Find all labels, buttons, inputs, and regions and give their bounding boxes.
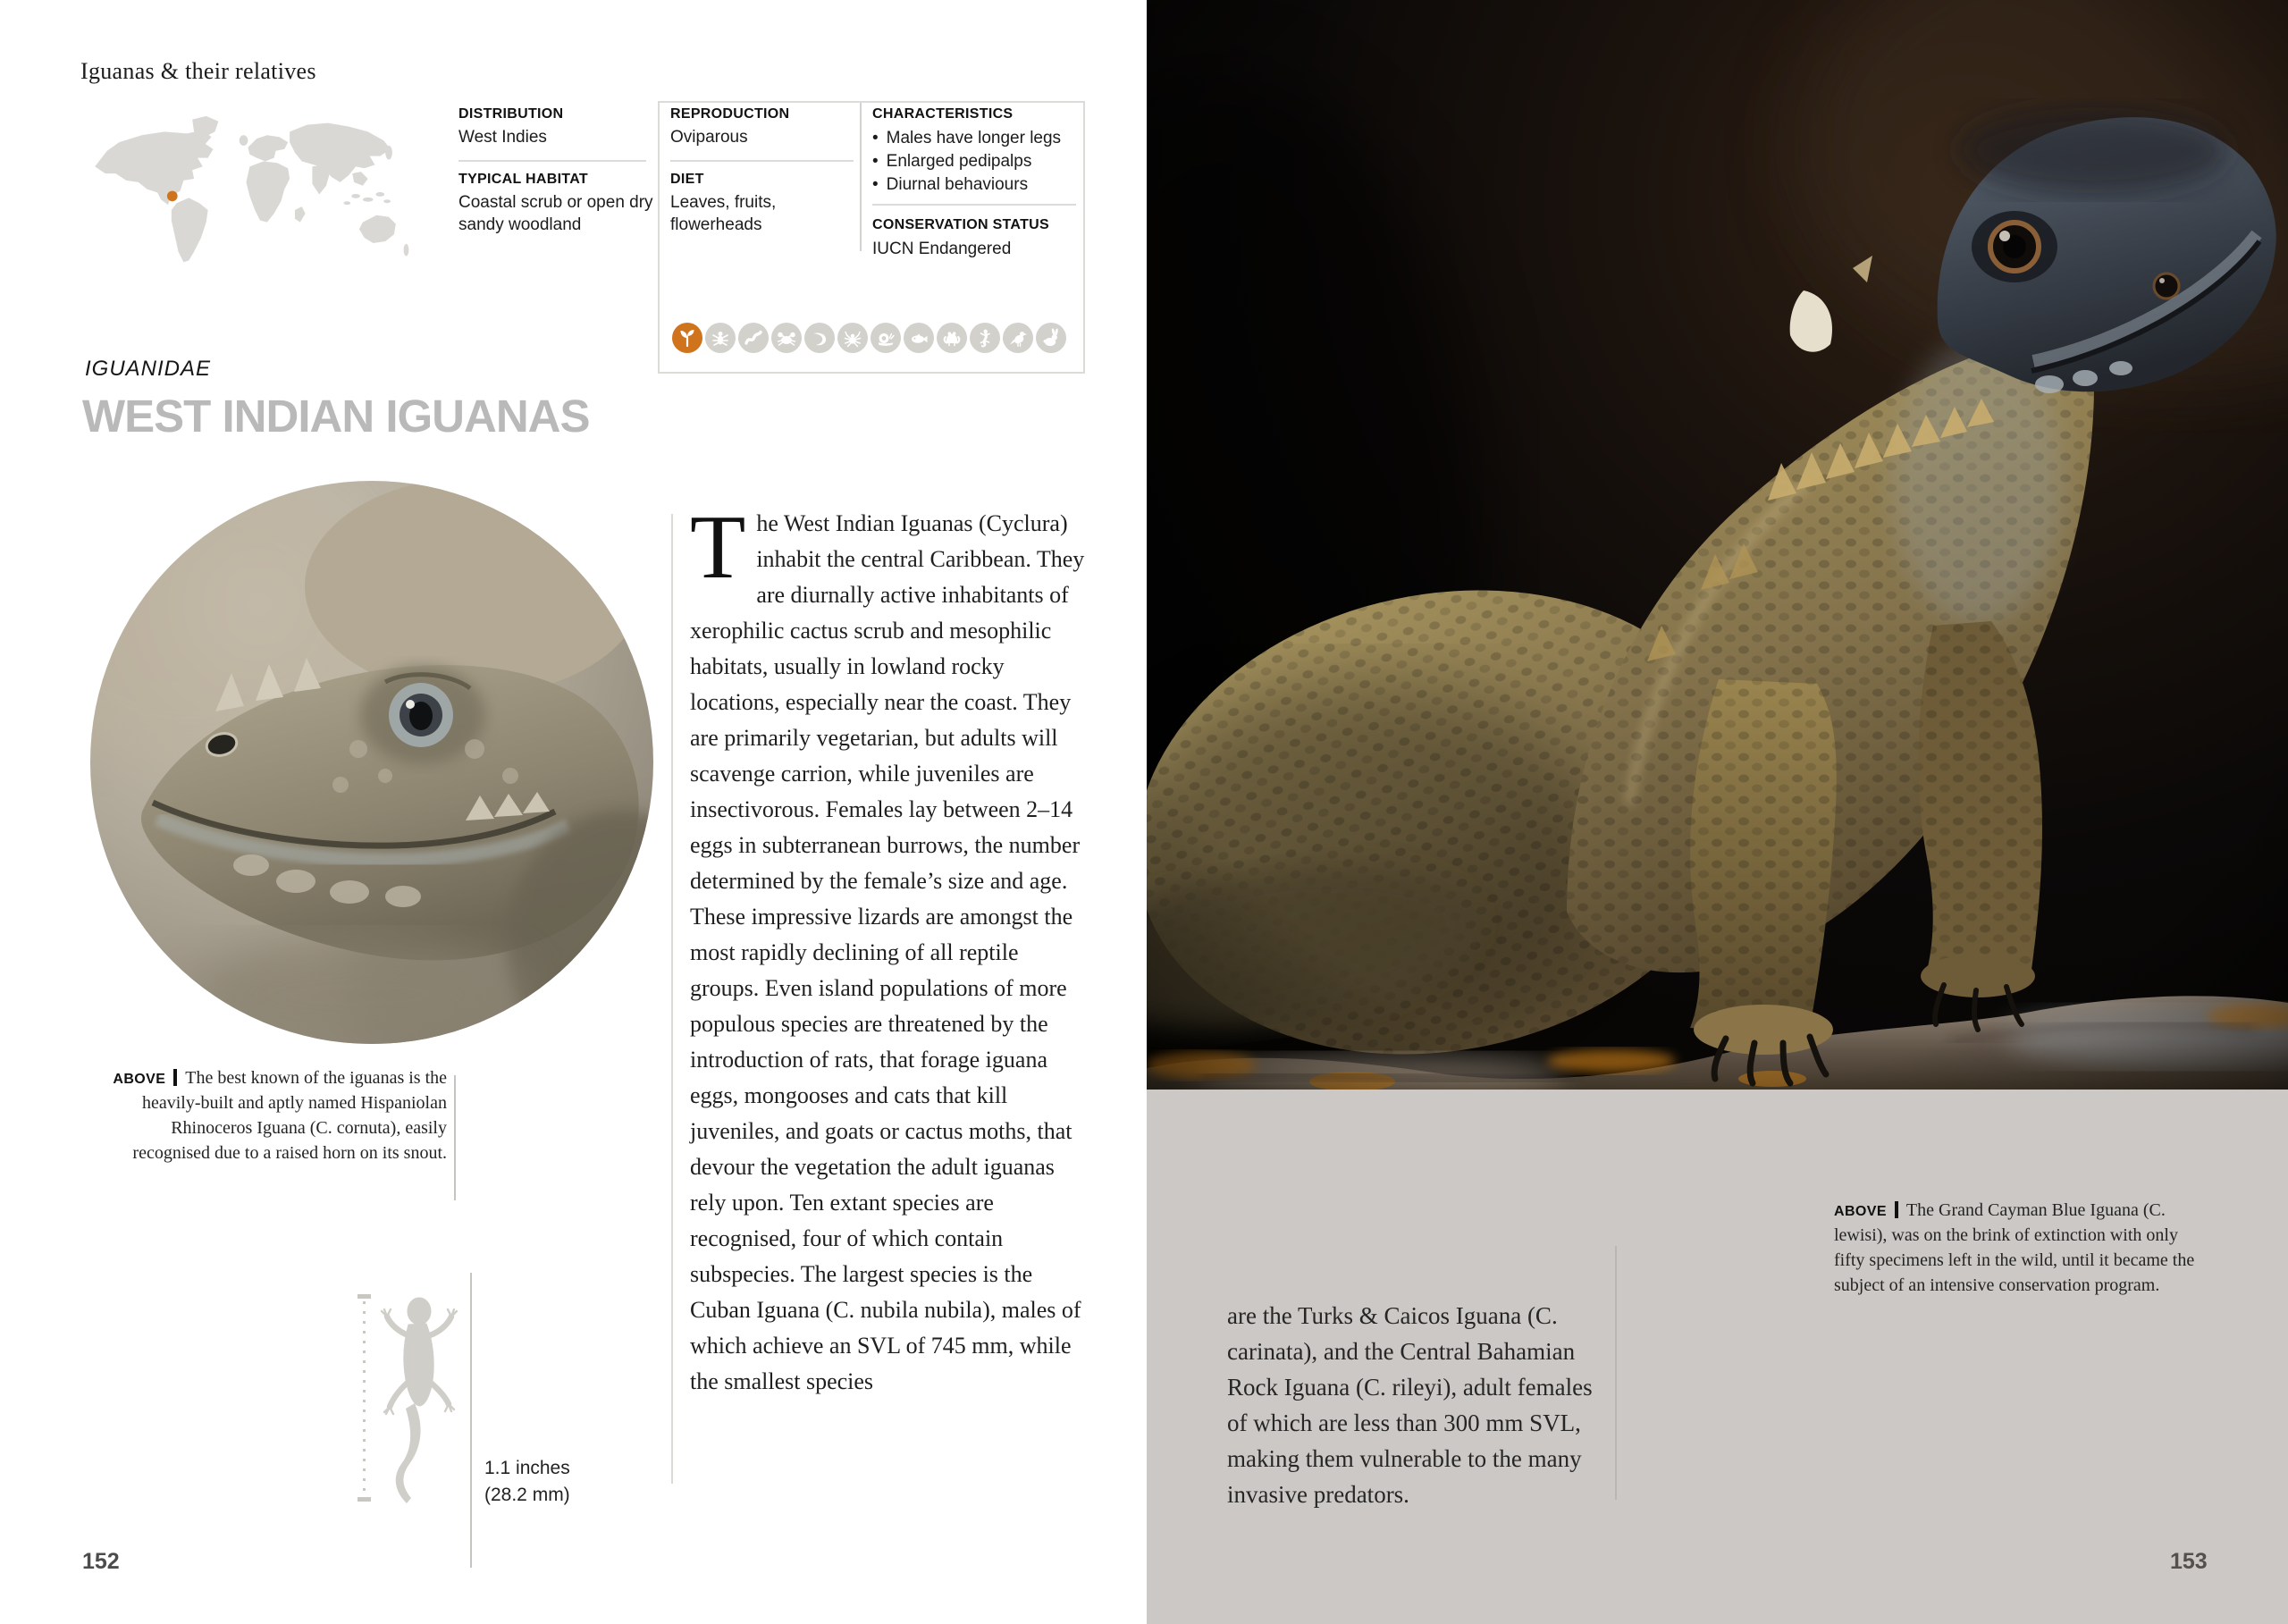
divider (458, 160, 646, 162)
plant-icon (672, 323, 702, 353)
distribution-value: West Indies (458, 128, 547, 147)
reproduction-label: REPRODUCTION (670, 106, 790, 122)
characteristic-item: • Males have longer legs (872, 127, 1078, 150)
caption-text: The best known of the iguanas is the heavily-built and aptly named Hispaniolan Rhinoceros Iguana (C. cornuta), easily recognised due to a raised horn on its snout. (132, 1068, 447, 1163)
divider (670, 160, 854, 162)
right-photo-caption (1834, 1198, 2209, 1298)
size-metric: (28.2 mm) (484, 1485, 570, 1505)
family-name: IGUANIDAE (85, 357, 212, 381)
distribution-label: DISTRIBUTION (458, 106, 564, 122)
article-paragraph: he West Indian Iguanas (Cyclura) inhabit the central Caribbean. They are diurnally active inhabitants of xerophilic cactus scrub and mesophilic habitats, usually in lowland rocky locations, especially near the coast. They are primarily vegetarian, but adults will scavenge carrion, while juveniles are insectivorous. Females lay between 2–14 eggs in subterranean burrows, the number determined by the female’s size and age. These impressive lizards are amongst the most rapidly declining of all reptile groups. Even island populations of more populous species are threatened by the introduction of rats, that forage iguana eggs, mongooses and cats that kill juveniles, and goats or cactus moths, that devour the vegetation the adult iguanas rely upon. Ten extant species are recognised, four of which contain subspecies. The largest species is the Cuban Iguana (C. nubila nubila), males of which achieve an SVL of 745 mm, while the smallest species (690, 510, 1085, 1394)
diet-label: DIET (670, 172, 704, 187)
slug-icon (804, 323, 835, 353)
characteristics-list (872, 127, 1078, 197)
reproduction-value: Oviparous (670, 128, 748, 147)
crab-icon (771, 323, 802, 353)
lizard-silhouette (379, 1296, 461, 1513)
characteristics-label: CHARACTERISTICS (872, 106, 1014, 122)
caption-text: The Grand Cayman Blue Iguana (C. lewisi), was on the brink of extinction with only fifty specimens left in the wild, until it became the subject of an intensive conservation program. (1834, 1200, 2195, 1295)
caption-bar (173, 1069, 177, 1086)
caption-label: ABOVE (1834, 1204, 1887, 1219)
running-head: Iguanas & their relatives (80, 58, 316, 84)
left-page-number: 152 (82, 1549, 120, 1574)
spider-icon (837, 323, 868, 353)
diet-icon-row (672, 323, 1066, 353)
article-body (690, 497, 1088, 1400)
rhinoceros-iguana-photo (90, 481, 653, 1044)
characteristic-item: • Diurnal behaviours (872, 173, 1078, 197)
article-continuation: are the Turks & Caicos Iguana (C. carinata), and the Central Bahamian Rock Iguana (C. rileyi), adult females of which are less than 300 mm SVL, making them vulnerable to the many invasive predators. (1227, 1302, 1593, 1508)
bird-icon (1003, 323, 1033, 353)
right-page-number: 153 (2170, 1549, 2208, 1574)
worm-icon (738, 323, 769, 353)
caption-label: ABOVE (113, 1072, 166, 1087)
page-title: WEST INDIAN IGUANAS (82, 391, 590, 442)
conservation-label: CONSERVATION STATUS (872, 217, 1050, 232)
fish-icon (904, 323, 934, 353)
blue-iguana-photo (1147, 0, 2288, 1090)
world-map-graphic (76, 113, 447, 273)
frog-icon (937, 323, 967, 353)
divider (872, 204, 1076, 206)
snail-icon (871, 323, 901, 353)
size-indicator-rule (470, 1273, 472, 1568)
habitat-label: TYPICAL HABITAT (458, 172, 588, 187)
text-column-rule (671, 514, 673, 1484)
characteristic-item: • Enlarged pedipalps (872, 150, 1078, 173)
caption-rule (454, 1075, 456, 1200)
lizard-icon (970, 323, 1000, 353)
distribution-map (76, 113, 447, 273)
conservation-value: IUCN Endangered (872, 240, 1012, 258)
caption-bar (1895, 1201, 1898, 1218)
size-imperial: 1.1 inches (484, 1458, 570, 1478)
distribution-dot (167, 191, 178, 202)
drop-cap: T (690, 497, 746, 598)
size-indicator (484, 1455, 570, 1509)
diet-value: Leaves, fruits, flowerheads (670, 193, 777, 234)
left-photo-caption (89, 1065, 447, 1165)
rabbit-icon (1036, 323, 1066, 353)
habitat-value: Coastal scrub or open dry sandy woodland (458, 193, 653, 234)
insect-icon (705, 323, 736, 353)
continuation-rule (1615, 1246, 1617, 1500)
size-ruler (356, 1294, 374, 1506)
